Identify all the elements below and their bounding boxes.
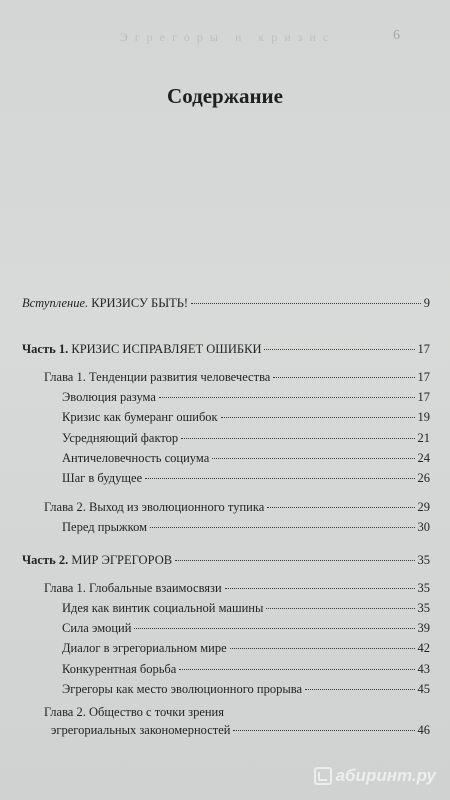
page-number: 39 (417, 621, 430, 635)
dot-leader (233, 730, 414, 731)
section-title: Перед прыжком (62, 520, 148, 534)
toc-entry-section (62, 621, 430, 636)
chapter-title: Глава 2. Выход из эволюционного тупика (44, 500, 265, 514)
section-title: Кризис как бумеранг ошибок (62, 410, 218, 424)
page-number: 46 (417, 723, 430, 737)
dot-leader (159, 397, 415, 398)
part-1-prefix: Часть 1. (22, 342, 69, 356)
dot-leader (267, 507, 414, 508)
section-title: Идея как винтик социальной машины (62, 601, 264, 615)
toc-entry-chapter (44, 500, 430, 515)
toc-entry-chapter-continued (51, 723, 430, 738)
page-number: 24 (417, 451, 430, 465)
section-title: Усредняющий фактор (62, 431, 179, 445)
intro-title: КРИЗИСУ БЫТЬ! (91, 296, 189, 310)
dot-leader (145, 478, 414, 479)
labirint-logo-icon (314, 767, 332, 785)
section-title: Эгрегоры как место эволюционного прорыва (62, 682, 303, 696)
page-number: 43 (417, 662, 430, 676)
dot-leader (150, 527, 414, 528)
page-number: 29 (417, 500, 430, 514)
dot-leader (230, 648, 415, 649)
watermark-text: абиринт.ру (335, 766, 436, 785)
toc-entry-chapter (44, 370, 430, 385)
part-2-prefix: Часть 2. (22, 553, 69, 567)
toc-entry-part-2 (22, 553, 430, 568)
page-number: 30 (417, 520, 430, 534)
toc-entry-section (62, 641, 430, 656)
page-number: 35 (417, 581, 430, 595)
dot-leader (221, 417, 415, 418)
dot-leader (264, 349, 414, 350)
toc-entry-section (62, 451, 430, 466)
section-title: Сила эмоций (62, 621, 132, 635)
page-number: 45 (417, 682, 430, 696)
toc-entry-section (62, 390, 430, 405)
chapter-title: Глава 1. Тенденции развития человечества (44, 370, 271, 384)
page-number: 21 (417, 431, 430, 445)
page-number: 17 (417, 390, 430, 404)
toc-entry-section (62, 682, 430, 697)
dot-leader (191, 303, 421, 304)
toc-entry-section (62, 410, 430, 425)
toc-entry-section (62, 471, 430, 486)
chapter-title-line-2: эгрегориальных закономерностей (51, 723, 231, 737)
dot-leader (134, 628, 414, 629)
page-number: 19 (417, 410, 430, 424)
labirint-watermark (314, 766, 436, 786)
dot-leader (179, 669, 414, 670)
toc-entry-section (62, 431, 430, 446)
page-title: Содержание (167, 84, 283, 108)
page-number: 9 (423, 296, 430, 310)
show-through-text: Э г р е г о р ы и к р и з и с (119, 30, 331, 44)
section-title: Диалог в эгрегориальном мире (62, 641, 227, 655)
page-number: 35 (417, 553, 430, 567)
page-number: 42 (417, 641, 430, 655)
toc-entry-part-1 (22, 342, 430, 357)
chapter-title: Глава 1. Глобальные взаимосвязи (44, 581, 222, 595)
dot-leader (175, 560, 414, 561)
page-number: 17 (417, 370, 430, 384)
toc-entry-section (62, 520, 430, 535)
dot-leader (305, 689, 414, 690)
section-title: Шаг в будущее (62, 471, 143, 485)
section-title: Конкурентная борьба (62, 662, 177, 676)
dot-leader (181, 438, 414, 439)
intro-prefix: Вступление. (22, 296, 89, 310)
show-through-page-number: 6 (393, 28, 400, 43)
page-number: 17 (417, 342, 430, 356)
toc-entry-section (62, 662, 430, 677)
chapter-title-line-1: Глава 2. Общество с точки зрения (44, 705, 224, 719)
dot-leader (266, 608, 414, 609)
dot-leader (225, 588, 415, 589)
dot-leader (212, 458, 414, 459)
page-number: 35 (417, 601, 430, 615)
toc-entry-section (62, 601, 430, 616)
page-number: 26 (417, 471, 430, 485)
section-title: Античеловечность социума (62, 451, 210, 465)
part-1-title: КРИЗИС ИСПРАВЛЯЕТ ОШИБКИ (71, 342, 262, 356)
dot-leader (273, 377, 414, 378)
toc-entry-chapter (44, 705, 430, 720)
toc-entry-intro (22, 296, 430, 311)
toc-entry-chapter (44, 581, 430, 596)
part-2-title: МИР ЭГРЕГОРОВ (71, 553, 173, 567)
section-title: Эволюция разума (62, 390, 156, 404)
